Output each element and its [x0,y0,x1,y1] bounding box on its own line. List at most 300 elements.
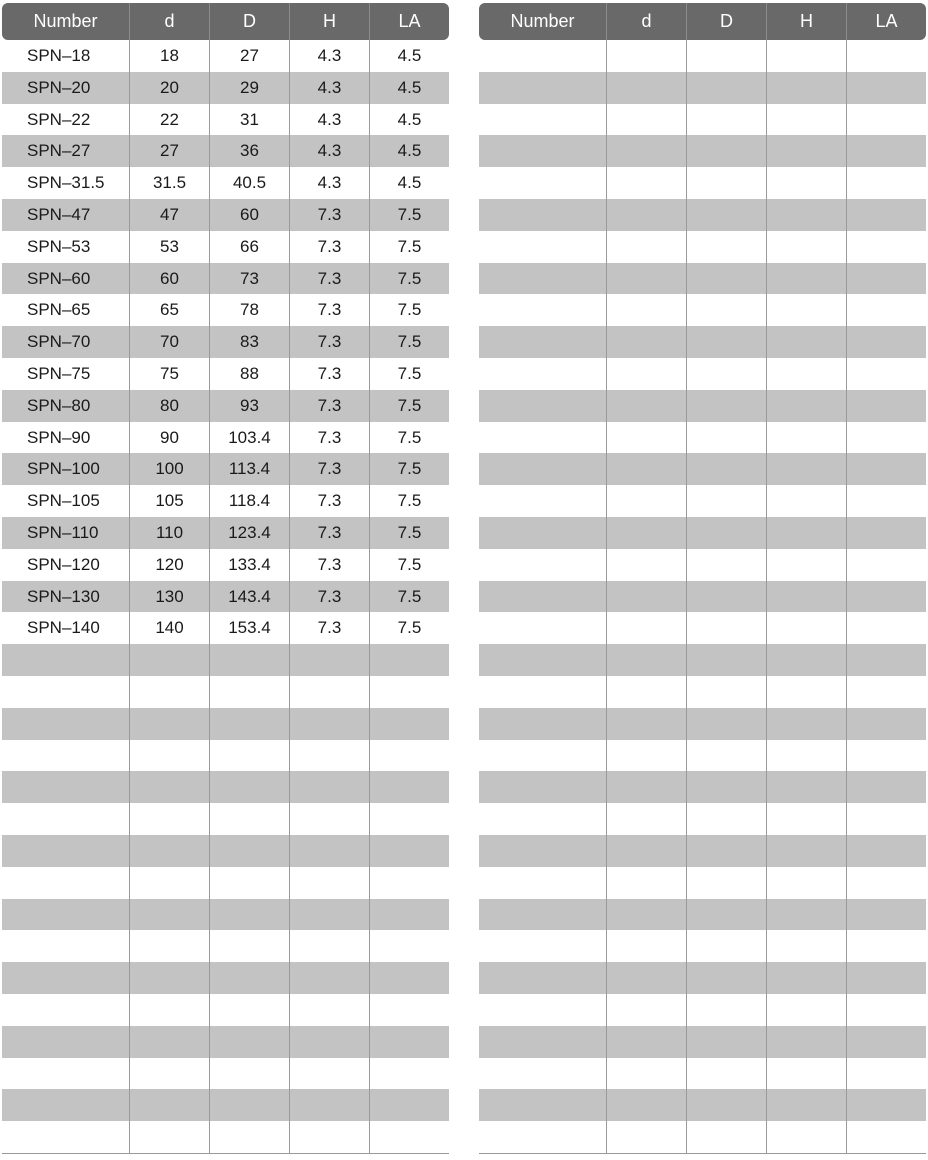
table-cell [2,899,129,931]
table-cell [369,930,449,962]
table-cell [479,930,606,962]
table-row [479,326,926,358]
table-cell: 7.3 [289,549,369,581]
table-cell [766,930,846,962]
table-cell: 133.4 [209,549,289,581]
table-cell: 7.5 [369,294,449,326]
table-row [479,899,926,931]
table-cell [686,930,766,962]
table-cell [369,1026,449,1058]
table-cell: 29 [209,72,289,104]
table-cell [846,390,926,422]
table-row [479,803,926,835]
table-cell [686,72,766,104]
table-cell [479,962,606,994]
table-cell [766,231,846,263]
table-cell [479,104,606,136]
table-cell [846,358,926,390]
table-cell: 7.5 [369,326,449,358]
table-cell [2,771,129,803]
table-body [2,40,449,1153]
table-row [479,930,926,962]
table-cell [606,104,686,136]
table-cell: SPN–47 [27,204,91,224]
table-cell [369,867,449,899]
table-row [2,422,449,454]
table-cell [686,612,766,644]
table-cell: 143.4 [209,581,289,613]
table-cell: 7.5 [369,612,449,644]
table-cell: 4.5 [369,167,449,199]
table-row [2,263,449,295]
table-cell [369,994,449,1026]
table-row [479,867,926,899]
table-row [479,612,926,644]
table-cell [846,72,926,104]
table-cell: SPN–31.5 [27,173,105,193]
table-cell: 60 [129,263,209,295]
table-cell [479,994,606,1026]
table-cell: 4.5 [369,104,449,136]
table-row [2,231,449,263]
table-cell [686,294,766,326]
table-cell [766,72,846,104]
table-cell [289,771,369,803]
table-cell [479,72,606,104]
table-row [2,835,449,867]
header-LA: LA [369,3,449,40]
table-cell [289,708,369,740]
table-cell: 7.3 [289,612,369,644]
table-cell [766,326,846,358]
table-cell [606,1121,686,1153]
table-cell [766,390,846,422]
table-cell [846,1089,926,1121]
table-cell [606,708,686,740]
table-row [2,485,449,517]
table-cell [289,867,369,899]
table-cell [686,231,766,263]
table-row [479,962,926,994]
table-cell [846,1058,926,1090]
table-cell [606,612,686,644]
table-cell [2,708,129,740]
table-cell: 7.3 [289,326,369,358]
table-cell [846,771,926,803]
table-cell [766,453,846,485]
header-number: Number [510,11,575,31]
table-cell: 100 [129,453,209,485]
table-row [2,708,449,740]
table-cell [846,612,926,644]
table-cell: 120 [129,549,209,581]
table-cell [766,40,846,72]
table-cell [369,962,449,994]
table-row [479,740,926,772]
table-cell [606,740,686,772]
table-cell: 7.5 [369,358,449,390]
table-cell [766,1058,846,1090]
table-cell [369,708,449,740]
table-cell [766,740,846,772]
table-cell [606,294,686,326]
table-cell: 65 [129,294,209,326]
table-row [479,422,926,454]
table-row [479,771,926,803]
table-cell: 53 [129,231,209,263]
table-cell [606,1026,686,1058]
table-cell [686,549,766,581]
table-cell [479,390,606,422]
table-cell [846,517,926,549]
table-cell: SPN–70 [27,332,91,352]
table-row [479,135,926,167]
table-cell [686,135,766,167]
table-row [2,581,449,613]
table-cell [686,1121,766,1153]
table-row [479,104,926,136]
table-row [2,453,449,485]
table-cell: 18 [129,40,209,72]
table-cell [846,231,926,263]
table-cell [479,485,606,517]
table-cell [479,422,606,454]
table-cell [606,867,686,899]
table-cell [129,962,209,994]
table-row [2,867,449,899]
table-cell [606,962,686,994]
table-cell: 31.5 [129,167,209,199]
table-cell [479,1058,606,1090]
table-cell [766,549,846,581]
table-cell [369,1121,449,1153]
table-cell: 130 [129,581,209,613]
table-cell [606,835,686,867]
table-cell [766,962,846,994]
table-header [479,3,926,40]
table-cell [766,899,846,931]
table-cell [686,199,766,231]
table-row [2,1121,449,1153]
table-cell [766,517,846,549]
table-cell [129,867,209,899]
table-cell [766,1026,846,1058]
table-cell [129,708,209,740]
table-row [2,358,449,390]
table-cell: SPN–20 [27,77,91,97]
table-cell [479,803,606,835]
table-row [479,72,926,104]
table-cell [479,135,606,167]
table-cell [289,930,369,962]
table-cell [209,1121,289,1153]
table-cell [2,1026,129,1058]
table-bottom-rule [479,1153,926,1154]
table-cell [289,899,369,931]
table-cell: 93 [209,390,289,422]
table-bottom-rule [2,1153,449,1154]
table-cell [846,899,926,931]
table-row [2,930,449,962]
table-cell [606,199,686,231]
header-H: H [766,3,846,40]
table-cell: 7.3 [289,485,369,517]
table-cell: 47 [129,199,209,231]
table-cell [129,1058,209,1090]
table-cell [846,867,926,899]
table-cell [209,835,289,867]
table-cell [2,740,129,772]
table-cell [2,1121,129,1153]
table-cell [846,962,926,994]
table-row [479,263,926,295]
table-cell: 7.3 [289,294,369,326]
table-cell [846,1121,926,1153]
table-cell: 153.4 [209,612,289,644]
table-cell: 7.5 [369,485,449,517]
table-cell: 7.3 [289,199,369,231]
table-row [2,1058,449,1090]
table-cell: 7.3 [289,422,369,454]
table-cell [2,867,129,899]
table-cell: 4.3 [289,72,369,104]
table-cell [606,1089,686,1121]
table-cell [686,835,766,867]
table-cell: 4.5 [369,135,449,167]
table-cell [686,104,766,136]
table-cell [369,899,449,931]
table-cell: SPN–65 [27,300,91,320]
table-cell: 7.5 [369,422,449,454]
table-cell [209,676,289,708]
table-cell [479,326,606,358]
table-cell: 4.3 [289,135,369,167]
table-cell: 4.3 [289,167,369,199]
table-cell: SPN–60 [27,268,91,288]
table-cell [686,263,766,295]
table-row [479,294,926,326]
table-row [479,1058,926,1090]
table-row [479,199,926,231]
table-cell [479,899,606,931]
table-cell: SPN–110 [27,522,99,542]
table-cell [846,1026,926,1058]
table-cell [606,422,686,454]
table-row [2,390,449,422]
table-row [479,708,926,740]
table-cell [606,1058,686,1090]
table-cell [2,644,129,676]
table-cell [766,199,846,231]
table-cell [289,676,369,708]
table-cell [209,930,289,962]
table-cell [686,485,766,517]
table-cell [686,1089,766,1121]
table-row [479,676,926,708]
table-row [2,517,449,549]
table-cell: 7.3 [289,517,369,549]
table-row [2,167,449,199]
table-cell: SPN–53 [27,236,91,256]
table-cell [766,167,846,199]
table-cell [686,422,766,454]
table-cell [606,135,686,167]
table-cell: 7.5 [369,231,449,263]
table-cell [479,867,606,899]
table-row [2,1089,449,1121]
table-cell [846,740,926,772]
table-cell [606,263,686,295]
table-cell: 66 [209,231,289,263]
table-cell [479,231,606,263]
table-cell [479,1026,606,1058]
table-row [479,1089,926,1121]
table-cell [479,708,606,740]
table-cell: 40.5 [209,167,289,199]
table-body [479,40,926,1153]
table-cell [606,676,686,708]
table-cell [606,581,686,613]
table-cell: SPN–80 [27,395,91,415]
table-row [2,1026,449,1058]
table-cell: 7.5 [369,390,449,422]
table-cell [2,803,129,835]
table-cell [846,104,926,136]
table-cell [479,40,606,72]
table-cell [766,676,846,708]
table-cell [766,771,846,803]
table-cell [479,771,606,803]
table-cell [369,676,449,708]
table-cell [479,676,606,708]
table-cell: 27 [129,135,209,167]
left-spec-table [2,3,449,1154]
table-cell: SPN–90 [27,427,91,447]
table-cell: 36 [209,135,289,167]
table-cell [129,1026,209,1058]
table-cell [686,1058,766,1090]
table-cell [846,453,926,485]
table-cell [479,549,606,581]
table-cell [766,803,846,835]
table-cell [2,994,129,1026]
table-cell [686,708,766,740]
table-cell [766,358,846,390]
table-cell [479,358,606,390]
table-cell [209,1026,289,1058]
table-row [2,40,449,72]
table-cell: SPN–27 [27,141,91,161]
header-D: D [686,3,766,40]
table-cell [606,485,686,517]
table-cell: 7.3 [289,263,369,295]
table-cell [209,740,289,772]
table-header [2,3,449,40]
table-cell [846,135,926,167]
table-cell: 88 [209,358,289,390]
table-cell: 27 [209,40,289,72]
table-cell: 7.5 [369,263,449,295]
table-row [2,899,449,931]
table-cell [846,549,926,581]
table-row [2,994,449,1026]
table-cell [606,517,686,549]
table-cell [686,167,766,199]
table-cell: 7.3 [289,581,369,613]
table-cell: 20 [129,72,209,104]
table-cell: 7.3 [289,453,369,485]
table-cell [2,1058,129,1090]
table-cell [686,867,766,899]
table-cell [479,835,606,867]
table-cell [289,644,369,676]
table-row [2,135,449,167]
table-cell: 78 [209,294,289,326]
table-row [2,104,449,136]
table-cell: 105 [129,485,209,517]
table-cell [766,485,846,517]
table-cell: 4.5 [369,72,449,104]
table-cell [606,358,686,390]
table-cell [606,930,686,962]
table-cell [369,740,449,772]
table-cell [766,294,846,326]
table-cell [846,708,926,740]
table-cell [766,1089,846,1121]
table-cell [606,390,686,422]
header-H: H [289,3,369,40]
table-cell [129,676,209,708]
table-cell [479,740,606,772]
table-cell: 7.5 [369,549,449,581]
table-row [479,358,926,390]
table-cell [129,644,209,676]
table-cell [479,199,606,231]
table-cell [369,644,449,676]
right-spec-table [479,3,926,1154]
table-cell [686,1026,766,1058]
table-row [479,167,926,199]
table-row [479,581,926,613]
table-cell [129,930,209,962]
table-cell [2,930,129,962]
table-cell [686,962,766,994]
table-cell [686,453,766,485]
table-cell [686,994,766,1026]
table-cell [846,263,926,295]
table-cell: 4.3 [289,104,369,136]
table-cell [129,1089,209,1121]
table-row [2,644,449,676]
table-cell [2,676,129,708]
table-cell: 7.5 [369,517,449,549]
table-cell [846,994,926,1026]
table-cell [686,581,766,613]
table-cell [686,517,766,549]
table-cell [846,199,926,231]
table-cell [289,803,369,835]
table-cell [846,167,926,199]
table-cell [2,835,129,867]
table-cell: SPN–140 [27,618,100,638]
table-cell [606,231,686,263]
table-cell [369,1089,449,1121]
table-cell [766,835,846,867]
table-cell [479,581,606,613]
table-cell [606,644,686,676]
table-cell [686,358,766,390]
table-row [2,294,449,326]
